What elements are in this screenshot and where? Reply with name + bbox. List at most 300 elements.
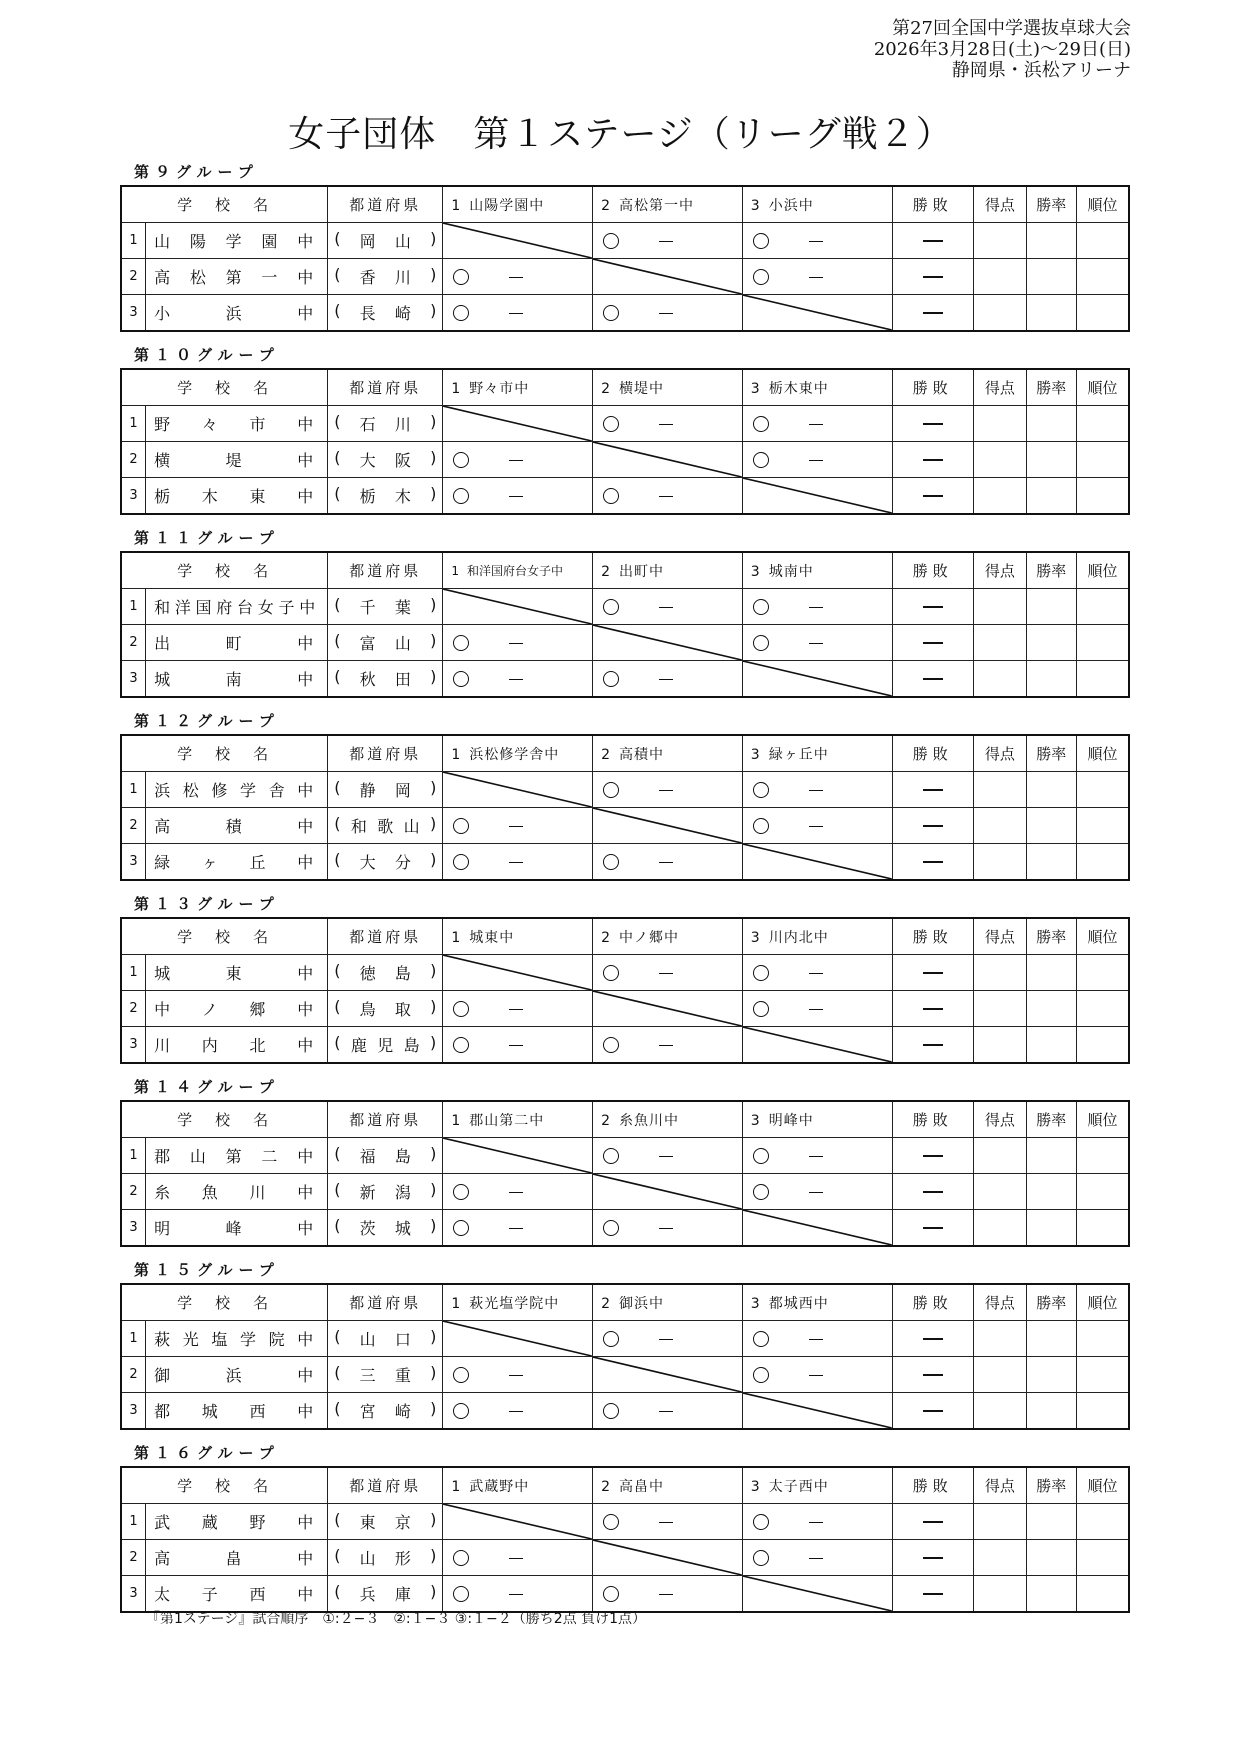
result-cell[interactable] bbox=[443, 661, 593, 698]
school-name: 御 浜 中 bbox=[146, 1357, 328, 1393]
result-cell[interactable] bbox=[443, 259, 593, 295]
result-dash bbox=[809, 973, 823, 974]
opponent-name: 高畠中 bbox=[618, 1478, 664, 1495]
result-cell[interactable] bbox=[742, 406, 892, 442]
win-loss[interactable] bbox=[892, 259, 974, 295]
result-cell[interactable] bbox=[593, 295, 743, 332]
win-loss[interactable] bbox=[892, 442, 974, 478]
win-rate-cell[interactable] bbox=[1026, 661, 1076, 698]
result-cell[interactable] bbox=[593, 1393, 743, 1430]
result-circle bbox=[453, 488, 469, 504]
result-cell[interactable] bbox=[742, 1357, 892, 1393]
win-rate-cell[interactable] bbox=[1026, 1321, 1076, 1357]
win-loss[interactable] bbox=[892, 844, 974, 881]
points-cell[interactable] bbox=[974, 478, 1027, 515]
team-row bbox=[121, 844, 1129, 881]
result-circle bbox=[753, 1184, 769, 1200]
win-rate-cell[interactable] bbox=[1026, 223, 1076, 259]
opponent-number: 1 bbox=[451, 1478, 462, 1495]
opponent-name: 緑ヶ丘中 bbox=[768, 746, 829, 763]
rank-cell[interactable] bbox=[1076, 625, 1129, 661]
row-number: 2 bbox=[121, 808, 146, 844]
group-label: 第１４グループ bbox=[134, 1078, 280, 1096]
result-dash bbox=[509, 1558, 523, 1559]
result-circle bbox=[753, 1367, 769, 1383]
school-name: 高 畠 中 bbox=[146, 1540, 328, 1576]
rank-cell[interactable] bbox=[1076, 1210, 1129, 1247]
result-dash bbox=[509, 1045, 523, 1046]
diagonal-cell bbox=[593, 808, 743, 844]
league-table bbox=[120, 1466, 1130, 1613]
win-loss[interactable] bbox=[892, 1027, 974, 1064]
win-rate-cell[interactable] bbox=[1026, 259, 1076, 295]
result-circle bbox=[603, 1403, 619, 1419]
win-loss[interactable] bbox=[892, 406, 974, 442]
result-circle bbox=[603, 965, 619, 981]
result-dash bbox=[809, 241, 823, 242]
result-cell[interactable] bbox=[593, 772, 743, 808]
league-table bbox=[120, 551, 1130, 698]
school-name: 出 町 中 bbox=[146, 625, 328, 661]
group-9 bbox=[120, 159, 1130, 342]
win-loss-dash bbox=[923, 276, 943, 278]
rank-cell[interactable] bbox=[1076, 589, 1129, 625]
win-rate-cell[interactable] bbox=[1026, 1210, 1076, 1247]
result-circle bbox=[753, 1550, 769, 1566]
win-loss[interactable] bbox=[892, 1393, 974, 1430]
result-cell[interactable] bbox=[593, 589, 743, 625]
prefecture: ( 香 川 ) bbox=[328, 259, 443, 295]
result-circle bbox=[603, 1148, 619, 1164]
result-cell[interactable] bbox=[443, 442, 593, 478]
result-dash bbox=[659, 1522, 673, 1523]
header-opponent bbox=[443, 186, 593, 223]
prefecture: ( 石 川 ) bbox=[328, 406, 443, 442]
result-cell[interactable] bbox=[742, 625, 892, 661]
header-win-rate: 勝率 bbox=[1026, 918, 1076, 955]
win-loss-dash bbox=[923, 1374, 943, 1376]
team-row bbox=[121, 1138, 1129, 1174]
win-rate-cell[interactable] bbox=[1026, 1027, 1076, 1064]
team-row bbox=[121, 1321, 1129, 1357]
prefecture: ( 山 口 ) bbox=[328, 1321, 443, 1357]
table-header-row bbox=[121, 1284, 1129, 1321]
result-dash bbox=[809, 1192, 823, 1193]
win-loss-dash bbox=[923, 642, 943, 644]
points-cell[interactable] bbox=[974, 844, 1027, 881]
win-rate-cell[interactable] bbox=[1026, 955, 1076, 991]
result-dash bbox=[659, 424, 673, 425]
win-rate-cell[interactable] bbox=[1026, 625, 1076, 661]
win-rate-cell[interactable] bbox=[1026, 295, 1076, 332]
team-row bbox=[121, 1540, 1129, 1576]
opponent-number: 2 bbox=[601, 197, 611, 214]
header-school: 学 校 名 bbox=[121, 1101, 328, 1138]
rank-cell[interactable] bbox=[1076, 1138, 1129, 1174]
win-rate-cell[interactable] bbox=[1026, 1357, 1076, 1393]
rank-cell[interactable] bbox=[1076, 1576, 1129, 1613]
diagonal-cell bbox=[593, 991, 743, 1027]
result-cell[interactable] bbox=[742, 1540, 892, 1576]
row-number: 2 bbox=[121, 1540, 146, 1576]
result-dash bbox=[509, 313, 523, 314]
table-header-row bbox=[121, 369, 1129, 406]
points-cell[interactable] bbox=[974, 589, 1027, 625]
points-cell[interactable] bbox=[974, 295, 1027, 332]
points-cell[interactable] bbox=[974, 955, 1027, 991]
rank-cell[interactable] bbox=[1076, 223, 1129, 259]
result-cell[interactable] bbox=[593, 1321, 743, 1357]
result-cell[interactable] bbox=[443, 844, 593, 881]
win-rate-cell[interactable] bbox=[1026, 478, 1076, 515]
result-dash bbox=[659, 862, 673, 863]
rank-cell[interactable] bbox=[1076, 772, 1129, 808]
opponent-number: 2 bbox=[601, 1478, 611, 1495]
win-loss-dash bbox=[923, 312, 943, 314]
team-row bbox=[121, 295, 1129, 332]
win-rate-cell[interactable] bbox=[1026, 1174, 1076, 1210]
result-circle bbox=[453, 1403, 469, 1419]
win-loss-dash bbox=[923, 1155, 943, 1157]
win-rate-cell[interactable] bbox=[1026, 808, 1076, 844]
result-cell[interactable] bbox=[593, 955, 743, 991]
header-opponent bbox=[593, 1284, 743, 1321]
win-loss-dash bbox=[923, 1008, 943, 1010]
result-dash bbox=[659, 1411, 673, 1412]
header-opponent bbox=[742, 1284, 892, 1321]
school-name: 高 松 第 一 中 bbox=[146, 259, 328, 295]
points-cell[interactable] bbox=[974, 1393, 1027, 1430]
win-loss[interactable] bbox=[892, 295, 974, 332]
header-opponent bbox=[593, 186, 743, 223]
team-row bbox=[121, 442, 1129, 478]
result-dash bbox=[509, 643, 523, 644]
header-win-rate: 勝率 bbox=[1026, 369, 1076, 406]
rank-cell[interactable] bbox=[1076, 991, 1129, 1027]
result-cell[interactable] bbox=[742, 589, 892, 625]
header-rank: 順位 bbox=[1076, 1467, 1129, 1504]
diagonal-cell bbox=[443, 772, 593, 808]
prefecture: ( 山 形 ) bbox=[328, 1540, 443, 1576]
result-dash bbox=[659, 1228, 673, 1229]
rank-cell[interactable] bbox=[1076, 478, 1129, 515]
school-name: 栃 木 東 中 bbox=[146, 478, 328, 515]
school-name: 野 々 市 中 bbox=[146, 406, 328, 442]
team-row bbox=[121, 1576, 1129, 1613]
opponent-name: 都城西中 bbox=[768, 1295, 829, 1312]
team-row bbox=[121, 808, 1129, 844]
group-11 bbox=[120, 525, 1130, 708]
result-circle bbox=[603, 305, 619, 321]
prefecture: ( 新 潟 ) bbox=[328, 1174, 443, 1210]
row-number: 3 bbox=[121, 1027, 146, 1064]
result-cell[interactable] bbox=[593, 406, 743, 442]
win-loss[interactable] bbox=[892, 955, 974, 991]
header-opponent bbox=[443, 1284, 593, 1321]
win-rate-cell[interactable] bbox=[1026, 406, 1076, 442]
opponent-name: 高積中 bbox=[618, 746, 664, 763]
team-row bbox=[121, 1027, 1129, 1064]
result-cell[interactable] bbox=[443, 1540, 593, 1576]
points-cell[interactable] bbox=[974, 991, 1027, 1027]
result-dash bbox=[809, 607, 823, 608]
result-circle bbox=[753, 1514, 769, 1530]
opponent-name: 太子西中 bbox=[768, 1478, 829, 1495]
result-circle bbox=[603, 782, 619, 798]
rank-cell[interactable] bbox=[1076, 295, 1129, 332]
result-cell[interactable] bbox=[443, 478, 593, 515]
header-points: 得点 bbox=[974, 186, 1027, 223]
win-rate-cell[interactable] bbox=[1026, 1576, 1076, 1613]
win-loss[interactable] bbox=[892, 625, 974, 661]
points-cell[interactable] bbox=[974, 223, 1027, 259]
group-label: 第１１グループ bbox=[134, 529, 280, 547]
rank-cell[interactable] bbox=[1076, 406, 1129, 442]
opponent-number: 3 bbox=[750, 1478, 761, 1495]
header-points: 得点 bbox=[974, 1284, 1027, 1321]
points-cell[interactable] bbox=[974, 661, 1027, 698]
result-cell[interactable] bbox=[742, 955, 892, 991]
header-points: 得点 bbox=[974, 918, 1027, 955]
points-cell[interactable] bbox=[974, 1210, 1027, 1247]
result-cell[interactable] bbox=[593, 1138, 743, 1174]
win-loss-dash bbox=[923, 495, 943, 497]
school-name: 和 洋 国 府 台 女 子 中 bbox=[146, 589, 328, 625]
rank-cell[interactable] bbox=[1076, 1027, 1129, 1064]
rank-cell[interactable] bbox=[1076, 955, 1129, 991]
opponent-number: 1 bbox=[451, 929, 462, 946]
win-rate-cell[interactable] bbox=[1026, 442, 1076, 478]
result-dash bbox=[809, 826, 823, 827]
row-number: 1 bbox=[121, 1504, 146, 1540]
result-cell[interactable] bbox=[443, 1027, 593, 1064]
win-loss-dash bbox=[923, 825, 943, 827]
points-cell[interactable] bbox=[974, 259, 1027, 295]
result-cell[interactable] bbox=[443, 1357, 593, 1393]
win-loss[interactable] bbox=[892, 1174, 974, 1210]
result-cell[interactable] bbox=[593, 223, 743, 259]
header-rank: 順位 bbox=[1076, 735, 1129, 772]
rank-cell[interactable] bbox=[1076, 1321, 1129, 1357]
prefecture: ( 岡 山 ) bbox=[328, 223, 443, 259]
header-prefecture: 都道府県 bbox=[328, 1284, 443, 1321]
result-dash bbox=[509, 679, 523, 680]
league-table bbox=[120, 1283, 1130, 1430]
win-rate-cell[interactable] bbox=[1026, 589, 1076, 625]
win-rate-cell[interactable] bbox=[1026, 1393, 1076, 1430]
table-header-row bbox=[121, 186, 1129, 223]
diagonal-cell bbox=[742, 1576, 892, 1613]
event-name: 第27回全国中学選抜卓球大会 bbox=[892, 18, 1131, 39]
win-loss-dash bbox=[923, 1338, 943, 1340]
header-opponent bbox=[443, 918, 593, 955]
rank-cell[interactable] bbox=[1076, 442, 1129, 478]
win-loss[interactable] bbox=[892, 1357, 974, 1393]
result-cell[interactable] bbox=[443, 625, 593, 661]
points-cell[interactable] bbox=[974, 406, 1027, 442]
win-loss[interactable] bbox=[892, 1576, 974, 1613]
win-rate-cell[interactable] bbox=[1026, 844, 1076, 881]
header-points: 得点 bbox=[974, 735, 1027, 772]
win-rate-cell[interactable] bbox=[1026, 1138, 1076, 1174]
result-circle bbox=[453, 854, 469, 870]
group-label: 第９グループ bbox=[134, 163, 259, 181]
result-cell[interactable] bbox=[593, 1027, 743, 1064]
win-rate-cell[interactable] bbox=[1026, 1504, 1076, 1540]
team-row bbox=[121, 223, 1129, 259]
header-rank: 順位 bbox=[1076, 186, 1129, 223]
result-cell[interactable] bbox=[593, 1210, 743, 1247]
opponent-name: 萩光塩学院中 bbox=[469, 1295, 560, 1312]
header-rank: 順位 bbox=[1076, 1101, 1129, 1138]
school-name: 浜 松 修 学 舎 中 bbox=[146, 772, 328, 808]
diagonal-cell bbox=[742, 844, 892, 881]
win-loss[interactable] bbox=[892, 478, 974, 515]
result-dash bbox=[659, 1045, 673, 1046]
result-dash bbox=[809, 1156, 823, 1157]
points-cell[interactable] bbox=[974, 1576, 1027, 1613]
result-cell[interactable] bbox=[742, 991, 892, 1027]
result-cell[interactable] bbox=[593, 478, 743, 515]
result-cell[interactable] bbox=[443, 991, 593, 1027]
group-14 bbox=[120, 1074, 1130, 1257]
result-circle bbox=[753, 782, 769, 798]
points-cell[interactable] bbox=[974, 1321, 1027, 1357]
diagonal-cell bbox=[593, 1357, 743, 1393]
result-cell[interactable] bbox=[742, 772, 892, 808]
win-loss[interactable] bbox=[892, 1138, 974, 1174]
team-row bbox=[121, 1504, 1129, 1540]
points-cell[interactable] bbox=[974, 442, 1027, 478]
school-name: 緑 ヶ 丘 中 bbox=[146, 844, 328, 881]
result-circle bbox=[603, 1220, 619, 1236]
result-cell[interactable] bbox=[742, 1138, 892, 1174]
result-cell[interactable] bbox=[593, 1576, 743, 1613]
header-win-rate: 勝率 bbox=[1026, 1284, 1076, 1321]
win-loss-dash bbox=[923, 1521, 943, 1523]
result-cell[interactable] bbox=[593, 661, 743, 698]
opponent-name: 横堤中 bbox=[618, 380, 664, 397]
result-cell[interactable] bbox=[742, 808, 892, 844]
result-dash bbox=[509, 1594, 523, 1595]
opponent-name: 山陽学園中 bbox=[469, 197, 545, 214]
header-opponent bbox=[593, 1467, 743, 1504]
table-header-row bbox=[121, 552, 1129, 589]
result-cell[interactable] bbox=[742, 1321, 892, 1357]
row-number: 1 bbox=[121, 772, 146, 808]
result-cell[interactable] bbox=[742, 259, 892, 295]
win-loss[interactable] bbox=[892, 1504, 974, 1540]
team-row bbox=[121, 1393, 1129, 1430]
header-win-loss: 勝敗 bbox=[892, 918, 974, 955]
opponent-number: 2 bbox=[601, 380, 611, 397]
diagonal-cell bbox=[443, 406, 593, 442]
header-rank: 順位 bbox=[1076, 918, 1129, 955]
result-cell[interactable] bbox=[443, 1393, 593, 1430]
win-loss[interactable] bbox=[892, 223, 974, 259]
win-loss-dash bbox=[923, 1593, 943, 1595]
result-cell[interactable] bbox=[742, 1504, 892, 1540]
rank-cell[interactable] bbox=[1076, 844, 1129, 881]
rank-cell[interactable] bbox=[1076, 808, 1129, 844]
header-opponent bbox=[443, 735, 593, 772]
win-rate-cell[interactable] bbox=[1026, 1540, 1076, 1576]
win-loss[interactable] bbox=[892, 589, 974, 625]
result-cell[interactable] bbox=[742, 1174, 892, 1210]
points-cell[interactable] bbox=[974, 1540, 1027, 1576]
diagonal-cell bbox=[742, 478, 892, 515]
points-cell[interactable] bbox=[974, 772, 1027, 808]
win-loss[interactable] bbox=[892, 808, 974, 844]
points-cell[interactable] bbox=[974, 625, 1027, 661]
win-loss[interactable] bbox=[892, 1210, 974, 1247]
rank-cell[interactable] bbox=[1076, 1393, 1129, 1430]
prefecture: ( 鹿 児 島 ) bbox=[328, 1027, 443, 1064]
opponent-number: 3 bbox=[750, 1112, 761, 1129]
points-cell[interactable] bbox=[974, 1504, 1027, 1540]
header-prefecture: 都道府県 bbox=[328, 369, 443, 406]
header-opponent bbox=[742, 1467, 892, 1504]
result-circle bbox=[753, 635, 769, 651]
result-cell[interactable] bbox=[443, 1576, 593, 1613]
rank-cell[interactable] bbox=[1076, 259, 1129, 295]
win-loss[interactable] bbox=[892, 661, 974, 698]
result-cell[interactable] bbox=[742, 223, 892, 259]
opponent-name: 川内北中 bbox=[768, 929, 829, 946]
result-dash bbox=[509, 1411, 523, 1412]
points-cell[interactable] bbox=[974, 1357, 1027, 1393]
prefecture: ( 秋 田 ) bbox=[328, 661, 443, 698]
points-cell[interactable] bbox=[974, 1174, 1027, 1210]
result-cell[interactable] bbox=[443, 808, 593, 844]
points-cell[interactable] bbox=[974, 808, 1027, 844]
group-label: 第１５グループ bbox=[134, 1261, 280, 1279]
opponent-name: 栃木東中 bbox=[768, 380, 829, 397]
league-table bbox=[120, 185, 1130, 332]
opponent-number: 2 bbox=[601, 746, 611, 763]
rank-cell[interactable] bbox=[1076, 661, 1129, 698]
header-opponent bbox=[742, 186, 892, 223]
prefecture: ( 茨 城 ) bbox=[328, 1210, 443, 1247]
team-row bbox=[121, 991, 1129, 1027]
opponent-name: 武蔵野中 bbox=[469, 1478, 530, 1495]
win-loss[interactable] bbox=[892, 772, 974, 808]
result-cell[interactable] bbox=[593, 1504, 743, 1540]
result-cell[interactable] bbox=[593, 844, 743, 881]
school-name: 川 内 北 中 bbox=[146, 1027, 328, 1064]
win-loss[interactable] bbox=[892, 1540, 974, 1576]
result-cell[interactable] bbox=[443, 1174, 593, 1210]
team-row bbox=[121, 955, 1129, 991]
points-cell[interactable] bbox=[974, 1138, 1027, 1174]
points-cell[interactable] bbox=[974, 1027, 1027, 1064]
win-rate-cell[interactable] bbox=[1026, 772, 1076, 808]
diagonal-cell bbox=[742, 1027, 892, 1064]
rank-cell[interactable] bbox=[1076, 1357, 1129, 1393]
rank-cell[interactable] bbox=[1076, 1540, 1129, 1576]
win-loss[interactable] bbox=[892, 1321, 974, 1357]
league-table bbox=[120, 917, 1130, 1064]
rank-cell[interactable] bbox=[1076, 1504, 1129, 1540]
win-loss[interactable] bbox=[892, 991, 974, 1027]
result-cell[interactable] bbox=[742, 442, 892, 478]
rank-cell[interactable] bbox=[1076, 1174, 1129, 1210]
result-cell[interactable] bbox=[443, 1210, 593, 1247]
school-name: 郡 山 第 二 中 bbox=[146, 1138, 328, 1174]
result-cell[interactable] bbox=[443, 295, 593, 332]
opponent-number: 2 bbox=[601, 1112, 611, 1129]
win-rate-cell[interactable] bbox=[1026, 991, 1076, 1027]
